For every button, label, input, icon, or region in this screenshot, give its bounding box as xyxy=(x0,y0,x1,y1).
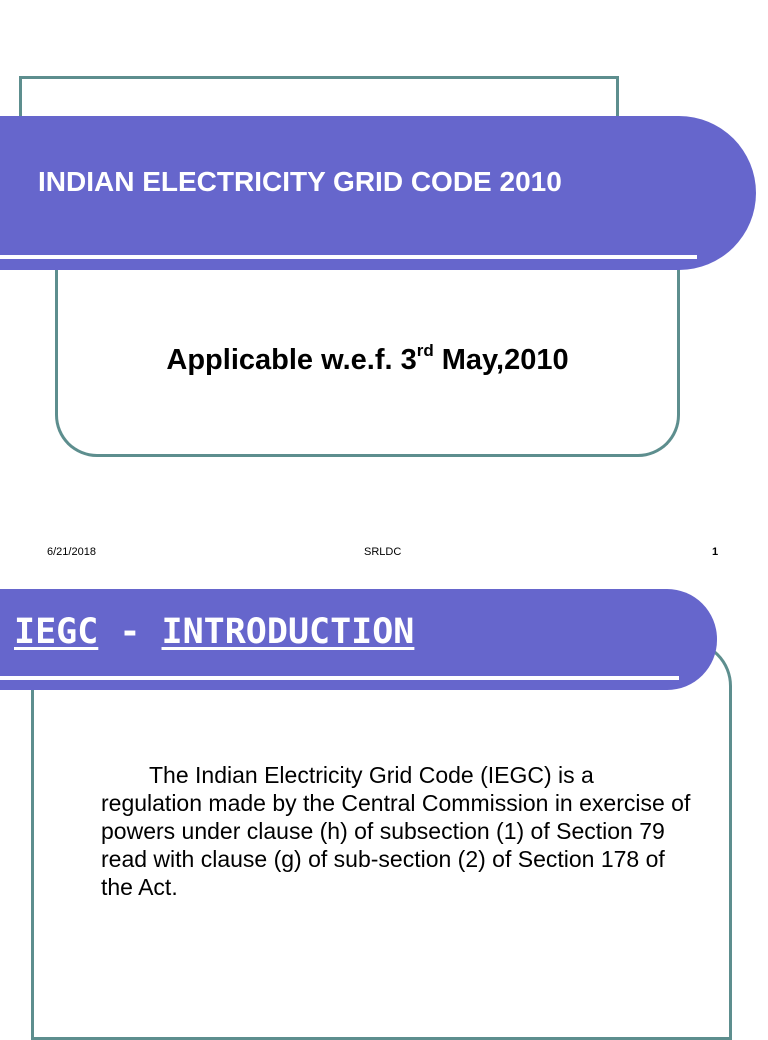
title-iegc: IEGC xyxy=(14,612,99,652)
slide2-banner-underline xyxy=(0,676,679,680)
body-paragraph: The Indian Electricity Grid Code (IEGC) is a regulation made by the Central Commission in exercise of powers under clause (h) of subsection (1) of Section 79 read with clause (g) of sub-section (2) of Section 178 of the Act. xyxy=(101,762,691,900)
title-separator: - xyxy=(98,612,162,652)
title-introduction: INTRODUCTION xyxy=(161,612,415,652)
slide2-title xyxy=(14,612,414,652)
subtitle-prefix: Applicable w.e.f. 3 xyxy=(166,344,417,376)
footer-date: 6/21/2018 xyxy=(47,546,96,558)
slide1-banner-underline xyxy=(0,255,697,259)
slide1-title: INDIAN ELECTRICITY GRID CODE 2010 xyxy=(38,166,562,197)
subtitle-ordinal: rd xyxy=(416,341,434,360)
slide2-body-text xyxy=(101,761,701,901)
footer-org: SRLDC xyxy=(364,546,402,558)
footer-page-number: 1 xyxy=(712,546,719,558)
slide1-subtitle xyxy=(0,341,735,377)
subtitle-suffix: May,2010 xyxy=(433,344,569,376)
